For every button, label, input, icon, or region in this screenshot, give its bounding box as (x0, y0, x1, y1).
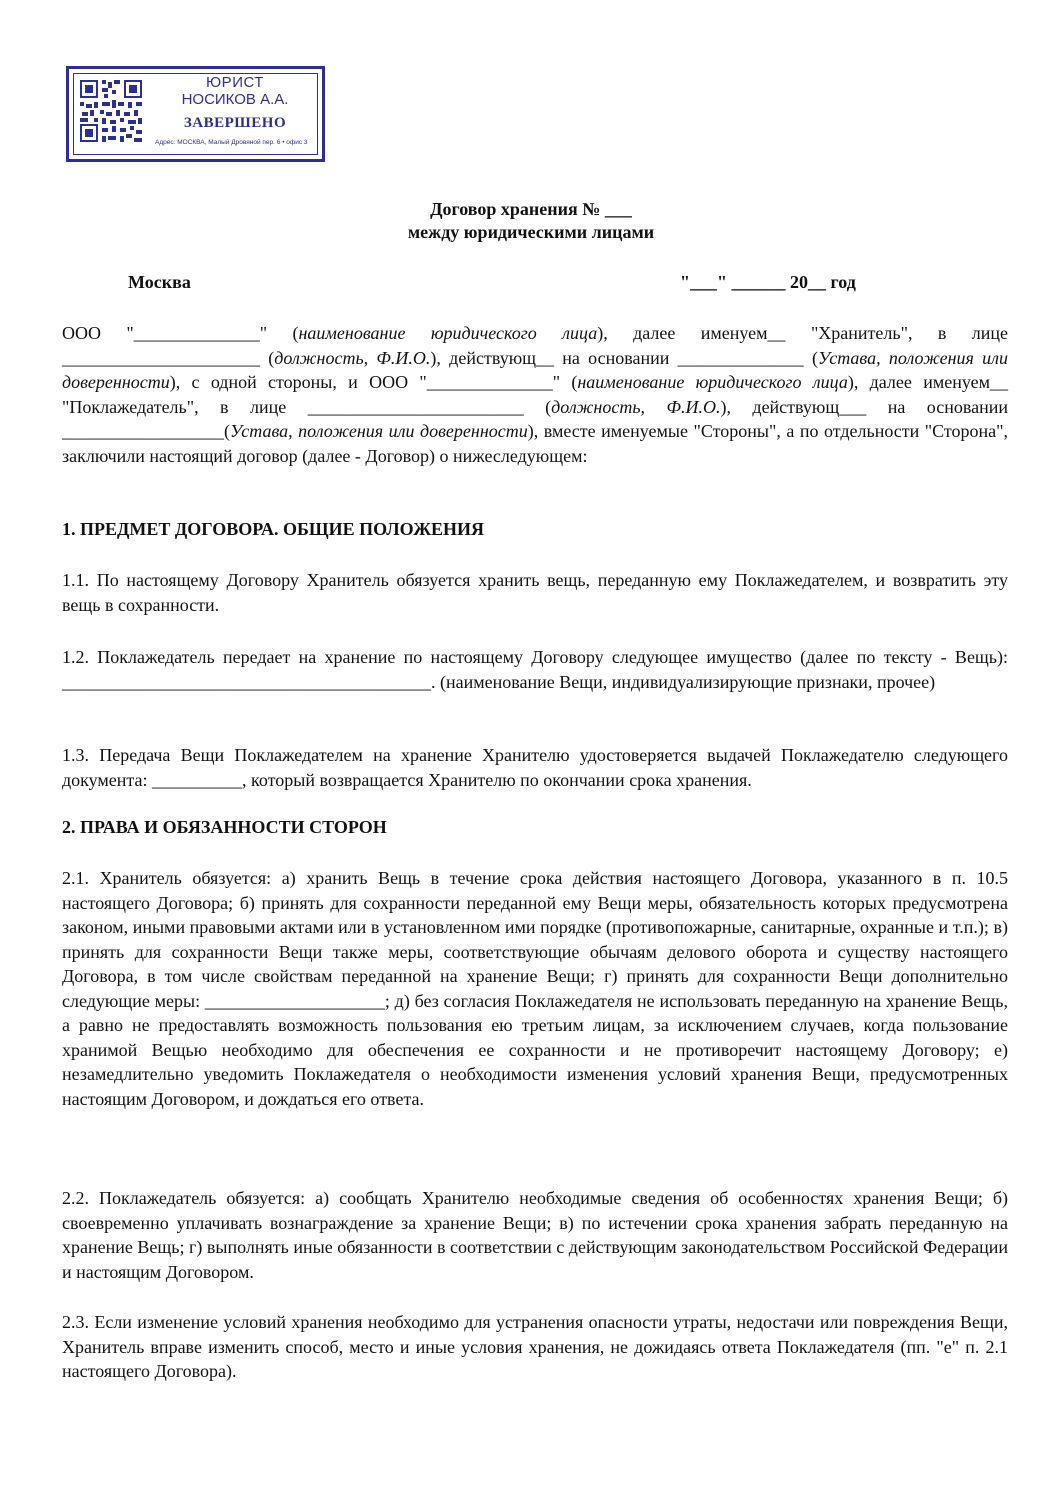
clause-2-2 (62, 1186, 1008, 1284)
intro-italic-2: должность, Ф.И.О. (274, 347, 431, 368)
contract-date: "___" ______ 20__ год (680, 272, 856, 292)
document-subtitle: между юридическими лицами (407, 222, 655, 242)
intro-italic-1: наименование юридического лица (298, 323, 598, 343)
stamp-address: Адрес: МОСКВА, Малый Дровяной пер. 6 • офис 3 (155, 139, 308, 146)
clause-2-1 (62, 866, 1008, 1111)
intro-paragraph (62, 321, 1008, 468)
section-1-heading: 1. ПРЕДМЕТ ДОГОВОРА. ОБЩИЕ ПОЛОЖЕНИЯ (62, 519, 485, 539)
intro-italic-6: Устава, положения или доверенности (230, 421, 528, 441)
lawyer-stamp (66, 66, 325, 162)
clause-1-3 (62, 743, 1008, 792)
intro-text-4: ), с одной стороны, и ООО "______________" ( (169, 372, 578, 392)
clause-2-3 (62, 1310, 1008, 1384)
intro-italic-5: должность, Ф.И.О. (551, 396, 721, 417)
stamp-name: НОСИКОВ А.А. (181, 91, 289, 108)
clause-2-1-text: 2.1. Хранитель обязуется: а) хранить Вещь в течение срока действия настоящего Договора, указанного в п. 10.5 настоящего Договора; б) принять для сохранности переданной ему Вещи меры, обязательность которых предусмотрена законом, иными правовыми актами или в установленном ими порядке (противопожарные, санитарные, охранные и т.п.); в) принять для сохранности Вещи также меры, соответствующие обычаям делового оборота и существу настоящего Договора, в том числе свойствам переданной на хранение Вещи; г) принять для сохранности Вещи дополнительно следующие меры: ____________________; д) без согласия Поклажедателя не использовать переданную на хранение Вещь, а равно не предоставлять возможность пользования ею третьим лицам, за исключением случаев, когда пользование хранимой Вещью необходимо для обеспечения ее сохранности и не противоречит настоящему Договору; е) незамедлительно уведомить Поклажедателя о необходимости изменения условий хранения Вещи, предусмотренных настоящим Договором, и дождаться его ответа. (62, 868, 1008, 1109)
stamp-status: ЗАВЕРШЕНО (183, 115, 287, 131)
document-title: Договор хранения № ___ (430, 199, 632, 219)
clause-1-2-text: 1.2. Поклажедатель передает на хранение по настоящему Договору следующее имущество (далее по тексту - Вещь): _________________________________________. (наименование Вещи, индивидуализирующие признаки, прочее) (62, 647, 1008, 692)
intro-text-6: ), действующ___ на основании __________________( (62, 396, 1008, 441)
clause-1-2 (62, 645, 1008, 694)
intro-text-1: ООО "______________" ( (62, 323, 299, 343)
qr-code-icon (78, 78, 144, 144)
intro-text-3: ), действующ__ на основании ______________ ( (430, 347, 818, 368)
clause-2-2-text: 2.2. Поклажедатель обязуется: а) сообщать Хранителю необходимые сведения об особенностях хранения Вещи; б) своевременно уплачивать вознаграждение за хранение Вещи; в) по истечении срока хранения забрать переданную на хранение Вещь; г) выполнять иные обязанности в соответствии с действующим законодательством Российской Федерации и настоящим Договором. (62, 1188, 1008, 1282)
clause-1-1 (62, 568, 1008, 617)
intro-text-7: ), вместе именуемые "Стороны", а по отдельности "Сторона", заключили настоящий договор (далее - Договор) о нижеследующем: (62, 421, 1008, 466)
stamp-title: ЮРИСТ (206, 74, 264, 91)
clause-1-3-text: 1.3. Передача Вещи Поклажедателем на хранение Хранителю удостоверяется выдачей Поклажедателю следующего документа: __________, который возвращается Хранителю по окончании срока хранения. (62, 745, 1008, 790)
clause-1-1-text: 1.1. По настоящему Договору Хранитель обязуется хранить вещь, переданную ему Поклажедателем, и возвратить эту вещь в сохранности. (62, 570, 1008, 615)
intro-italic-4: наименование юридического лица (577, 372, 848, 392)
intro-text-2: ), далее именуем__ "Хранитель", в лице ______________________ ( (62, 323, 1008, 368)
contract-city: Москва (128, 272, 191, 292)
stamp-text (155, 75, 315, 137)
intro-text-5: ), далее именуем__ "Поклажедатель", в лице ________________________ ( (62, 372, 1008, 417)
intro-italic-3: Устава, положения или доверенности (62, 347, 1008, 392)
section-2-heading: 2. ПРАВА И ОБЯЗАННОСТИ СТОРОН (62, 817, 387, 837)
clause-2-3-text: 2.3. Если изменение условий хранения необходимо для устранения опасности утраты, недостачи или повреждения Вещи, Хранитель вправе изменить способ, место и иные условия хранения, не дожидаясь ответа Поклажедателя (пп. "е" п. 2.1 настоящего Договора). (62, 1312, 1008, 1381)
